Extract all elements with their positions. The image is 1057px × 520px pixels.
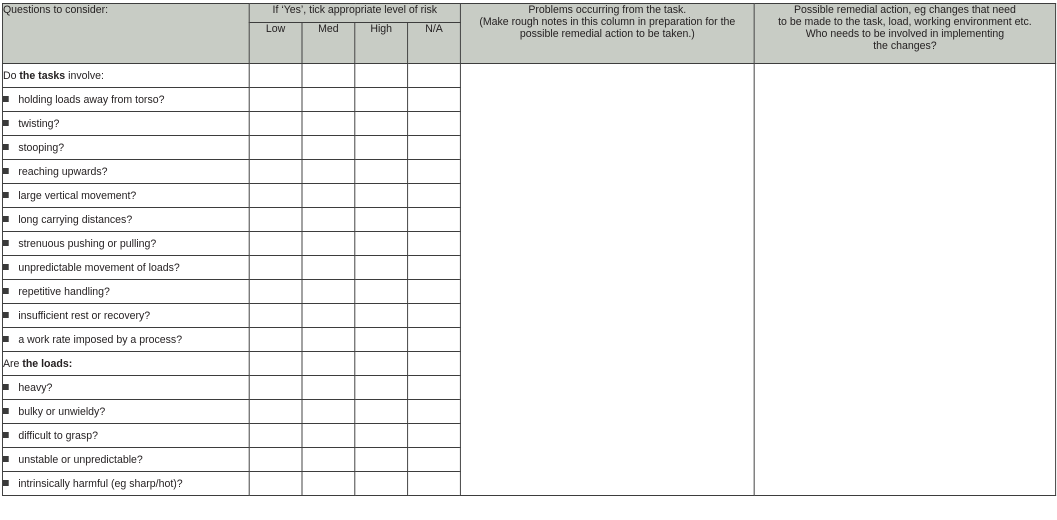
risk-na-cell[interactable] <box>408 376 461 400</box>
risk-na-cell[interactable] <box>408 448 461 472</box>
level-na-header: N/A <box>408 23 461 64</box>
square-bullet-icon <box>3 168 9 174</box>
question-cell <box>2 424 249 448</box>
remedial-action-header: Possible remedial action, eg changes that need to be made to the task, load, working environment etc. Who needs to be involved in implementing the changes? <box>754 4 1055 64</box>
risk-high-cell[interactable] <box>355 280 408 304</box>
risk-na-cell[interactable] <box>408 136 461 160</box>
question-cell <box>2 136 249 160</box>
square-bullet-icon <box>3 456 9 462</box>
question-text: twisting? <box>18 117 60 130</box>
question-text: insufficient rest or recovery? <box>18 309 151 322</box>
risk-na-cell[interactable] <box>408 280 461 304</box>
section-heading <box>2 64 249 88</box>
square-bullet-icon <box>3 144 9 150</box>
risk-low-cell[interactable] <box>249 88 302 112</box>
risk-low-cell[interactable] <box>249 280 302 304</box>
risk-high-cell[interactable] <box>355 376 408 400</box>
risk-level-group-header: If ‘Yes’, tick appropriate level of risk <box>249 4 460 23</box>
risk-low-cell[interactable] <box>249 472 302 496</box>
question-text: unstable or unpredictable? <box>18 453 143 466</box>
square-bullet-icon <box>3 432 9 438</box>
risk-med-cell[interactable] <box>302 328 355 352</box>
level-high-header: High <box>355 23 408 64</box>
risk-low-cell[interactable] <box>249 64 302 88</box>
risk-med-cell[interactable] <box>302 448 355 472</box>
risk-high-cell[interactable] <box>355 304 408 328</box>
risk-low-cell[interactable] <box>249 328 302 352</box>
question-cell <box>2 376 249 400</box>
square-bullet-icon <box>3 336 9 342</box>
risk-low-cell[interactable] <box>249 352 302 376</box>
risk-med-cell[interactable] <box>302 400 355 424</box>
risk-med-cell[interactable] <box>302 352 355 376</box>
square-bullet-icon <box>3 384 9 390</box>
question-cell <box>2 256 249 280</box>
question-cell <box>2 472 249 496</box>
risk-na-cell[interactable] <box>408 472 461 496</box>
risk-low-cell[interactable] <box>249 400 302 424</box>
question-cell <box>2 88 249 112</box>
question-text: stooping? <box>18 141 65 154</box>
risk-low-cell[interactable] <box>249 232 302 256</box>
risk-na-cell[interactable] <box>408 184 461 208</box>
risk-med-cell[interactable] <box>302 64 355 88</box>
risk-high-cell[interactable] <box>355 256 408 280</box>
question-cell <box>2 232 249 256</box>
risk-high-cell[interactable] <box>355 472 408 496</box>
risk-na-cell[interactable] <box>408 424 461 448</box>
risk-low-cell[interactable] <box>249 448 302 472</box>
question-text: repetitive handling? <box>18 285 110 298</box>
risk-low-cell[interactable] <box>249 304 302 328</box>
question-text: a work rate imposed by a process? <box>18 333 183 346</box>
problems-notes-area[interactable] <box>460 64 754 496</box>
risk-low-cell[interactable] <box>249 424 302 448</box>
question-text: intrinsically harmful (eg sharp/hot)? <box>18 477 183 490</box>
risk-na-cell[interactable] <box>408 304 461 328</box>
risk-high-cell[interactable] <box>355 136 408 160</box>
risk-high-cell[interactable] <box>355 112 408 136</box>
risk-low-cell[interactable] <box>249 112 302 136</box>
risk-med-cell[interactable] <box>302 136 355 160</box>
risk-med-cell[interactable] <box>302 256 355 280</box>
section-heading-pre: Do <box>2 69 20 82</box>
risk-high-cell[interactable] <box>355 448 408 472</box>
question-text: strenuous pushing or pulling? <box>18 237 157 250</box>
square-bullet-icon <box>3 120 9 126</box>
risk-high-cell[interactable] <box>355 352 408 376</box>
risk-med-cell[interactable] <box>302 112 355 136</box>
section-heading-post: involve: <box>65 69 104 82</box>
risk-na-cell[interactable] <box>408 256 461 280</box>
question-text: holding loads away from torso? <box>18 93 165 106</box>
question-text: heavy? <box>18 381 53 394</box>
question-text: bulky or unwieldy? <box>18 405 106 418</box>
question-cell <box>2 400 249 424</box>
square-bullet-icon <box>3 264 9 270</box>
question-cell <box>2 448 249 472</box>
question-cell <box>2 112 249 136</box>
square-bullet-icon <box>3 96 9 102</box>
risk-low-cell[interactable] <box>249 136 302 160</box>
risk-na-cell[interactable] <box>408 400 461 424</box>
risk-med-cell[interactable] <box>302 472 355 496</box>
risk-na-cell[interactable] <box>408 208 461 232</box>
question-cell <box>2 160 249 184</box>
risk-med-cell[interactable] <box>302 304 355 328</box>
questions-header: Questions to consider: <box>2 4 249 64</box>
question-text: unpredictable movement of loads? <box>18 261 180 274</box>
question-text: long carrying distances? <box>18 213 133 226</box>
question-text: reaching upwards? <box>18 165 108 178</box>
section-heading-bold: the loads: <box>22 357 73 370</box>
risk-high-cell[interactable] <box>355 400 408 424</box>
question-text: large vertical movement? <box>18 189 137 202</box>
risk-med-cell[interactable] <box>302 376 355 400</box>
risk-high-cell[interactable] <box>355 88 408 112</box>
risk-med-cell[interactable] <box>302 184 355 208</box>
section-heading-bold: the tasks <box>19 69 66 82</box>
risk-high-cell[interactable] <box>355 160 408 184</box>
square-bullet-icon <box>3 240 9 246</box>
level-med-header: Med <box>302 23 355 64</box>
risk-high-cell[interactable] <box>355 64 408 88</box>
question-cell <box>2 328 249 352</box>
level-low-header: Low <box>249 23 302 64</box>
square-bullet-icon <box>3 192 9 198</box>
square-bullet-icon <box>3 216 9 222</box>
problems-header: Problems occurring from the task. (Make rough notes in this column in preparation for the possible remedial action to be taken.) <box>460 4 754 64</box>
risk-low-cell[interactable] <box>249 256 302 280</box>
risk-low-cell[interactable] <box>249 160 302 184</box>
risk-med-cell[interactable] <box>302 88 355 112</box>
risk-low-cell[interactable] <box>249 208 302 232</box>
risk-high-cell[interactable] <box>355 232 408 256</box>
section-heading-pre: Are <box>2 357 23 370</box>
question-cell <box>2 208 249 232</box>
risk-na-cell[interactable] <box>408 160 461 184</box>
risk-na-cell[interactable] <box>408 112 461 136</box>
risk-med-cell[interactable] <box>302 160 355 184</box>
remedial-action-area[interactable] <box>754 64 1055 496</box>
risk-na-cell[interactable] <box>408 352 461 376</box>
question-cell <box>2 184 249 208</box>
risk-high-cell[interactable] <box>355 424 408 448</box>
question-cell <box>2 280 249 304</box>
risk-na-cell[interactable] <box>408 88 461 112</box>
risk-med-cell[interactable] <box>302 232 355 256</box>
risk-high-cell[interactable] <box>355 328 408 352</box>
risk-low-cell[interactable] <box>249 376 302 400</box>
risk-med-cell[interactable] <box>302 208 355 232</box>
risk-na-cell[interactable] <box>408 232 461 256</box>
risk-na-cell[interactable] <box>408 64 461 88</box>
square-bullet-icon <box>3 408 9 414</box>
risk-low-cell[interactable] <box>249 184 302 208</box>
risk-assessment-table <box>2 3 1056 496</box>
risk-med-cell[interactable] <box>302 424 355 448</box>
square-bullet-icon <box>3 480 9 486</box>
square-bullet-icon <box>3 312 9 318</box>
question-cell <box>2 304 249 328</box>
section-heading <box>2 352 249 376</box>
section-row <box>2 64 1055 88</box>
risk-na-cell[interactable] <box>408 328 461 352</box>
square-bullet-icon <box>3 288 9 294</box>
risk-high-cell[interactable] <box>355 208 408 232</box>
question-text: difficult to grasp? <box>18 429 98 442</box>
risk-high-cell[interactable] <box>355 184 408 208</box>
risk-med-cell[interactable] <box>302 280 355 304</box>
